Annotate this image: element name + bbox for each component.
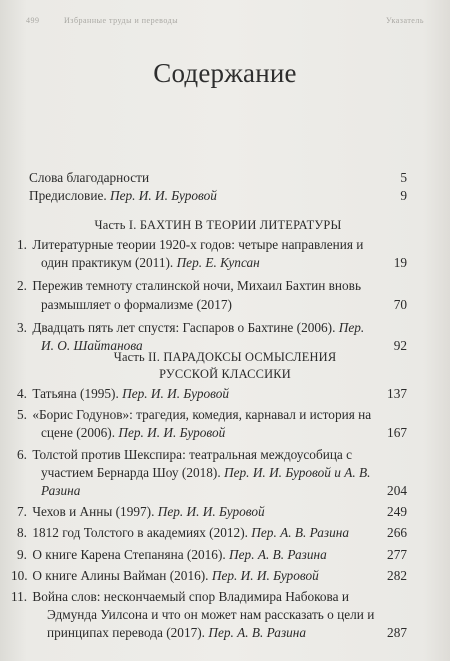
entry-title: Слова благодарности [29,170,150,185]
toc-entry: 9. О книге Карена Степаняна (2016). Пер. А. В. Разина 277 [29,546,407,564]
entry-title: О книге Алины Вайман (2016). [32,567,209,583]
entry-title: Война слов: нескончаемый спор Владимира Набокова и Эдмунда Уилсона и что он может нам рассказать о цели и принципах перевода (2017). [32,589,375,641]
entry-page: 249 [387,504,407,520]
entry-title: Двадцать пять лет спустя: Гаспаров о Бахтине (2006). [32,319,336,335]
entry-page: 19 [393,255,407,271]
running-head-title: Избранные труды и переводы [64,16,179,25]
toc-entry: 8. 1812 год Толстого в академиях (2012). Пер. А. В. Разина 266 [29,524,407,542]
entry-title: Татьяна (1995). [32,386,119,401]
toc-entry: 2. Пережив темноту сталинской ночи, Михаил Бахтин вновь размышляет о формализме (2017) 70 [29,277,407,313]
entry-page: 287 [387,625,407,641]
toc-entry: 10. О книге Алины Вайман (2016). Пер. И. И. Буровой 282 [29,567,407,585]
entry-page: 167 [387,425,407,441]
toc-entry: 1. Литературные теории 1920-х годов: четыре направления и один практикум (2011). Пер. Е. Купсан 19 [29,236,407,272]
toc-front-matter [29,169,407,205]
toc-entry: 11. Война слов: нескончаемый спор Владимира Набокова и Эдмунда Уилсона и что он может нам рассказать о цели и принципах перевода (2017). Пер. А. В. Разина 287 [29,588,407,643]
entry-page: 5 [400,170,407,185]
entry-title: Чехов и Анны (1997). [32,504,155,520]
running-head-right: Указатель [386,16,424,25]
entry-page: 277 [387,546,407,562]
entry-page: 70 [393,296,407,312]
toc-entry: 5. «Борис Годунов»: трагедия, комедия, карнавал и история на сцене (2006). Пер. И. И. Буровой 167 [29,406,407,442]
entry-title: Пережив темноту сталинской ночи, Михаил Бахтин вновь размышляет о формализме (2017) [32,278,362,312]
entry-title: Литературные теории 1920-х годов: четыре направления и один практикум (2011). [32,237,364,271]
entry-page: 137 [387,386,407,401]
running-head [26,16,424,30]
toc-entry: 4. Татьяна (1995). Пер. И. И. Буровой 137 [29,385,407,403]
entry-title: Предисловие. [29,188,107,204]
toc-part-2 [11,385,407,643]
toc-entry: 6. Толстой против Шекспира: театральная междоусобица с участием Бернарда Шоу (2018). Пер. И. И. Буровой и А. В. Разина 204 [29,446,407,501]
toc-entry: 7. Чехов и Анны (1997). Пер. И. И. Буровой 249 [29,503,407,521]
entry-title: 1812 год Толстого в академиях (2012). [32,525,248,541]
page-title: Содержание [153,58,297,88]
entry-translator: Пер. И. И. Буровой [110,188,217,204]
toc-part-1 [17,236,407,355]
entry-translator: Пер. И. И. Буровой [157,504,265,520]
entry-translator: Пер. А. В. Разина [208,625,307,641]
entry-translator: Пер. А. В. Разина [229,546,327,562]
entry-translator: Пер. И. И. Буровой [211,567,319,583]
running-head-page-number: 499 [26,16,40,25]
entry-translator: Пер. Е. Купсан [176,255,260,271]
entry-translator: Пер. А. В. Разина [251,525,349,541]
entry-title: О книге Карена Степаняна (2016). [32,546,226,562]
toc-entry: 3. Двадцать пять лет спустя: Гаспаров о Бахтине (2006). Пер. И. О. Шайтанова 92 [29,319,407,355]
entry-page: 282 [387,567,407,583]
entry-translator: Пер. И. И. Буровой и А. В. Разина [41,464,371,499]
entry-translator: Пер. И. И. Буровой [118,425,226,441]
entry-page: 204 [387,483,407,499]
entry-page: 92 [393,338,407,354]
entry-translator: Пер. И. И. Буровой [122,386,230,401]
entry-title: «Борис Годунов»: трагедия, комедия, карнавал и история на сцене (2006). [32,407,372,441]
entry-title: Толстой против Шекспира: театральная междоусобица с участием Бернарда Шоу (2018). [32,446,353,480]
part-heading: Часть I. БАХТИН В ТЕОРИИ ЛИТЕРАТУРЫ [94,218,342,232]
toc-entry [29,187,407,205]
toc-entry [29,169,407,187]
entry-page: 9 [400,188,407,204]
part-heading: Часть II. ПАРАДОКСЫ ОСМЫСЛЕНИЯ РУССКОЙ КЛАССИКИ [113,350,337,381]
entry-translator: Пер. И. О. Шайтанова [41,319,365,354]
entry-page: 266 [387,525,407,541]
